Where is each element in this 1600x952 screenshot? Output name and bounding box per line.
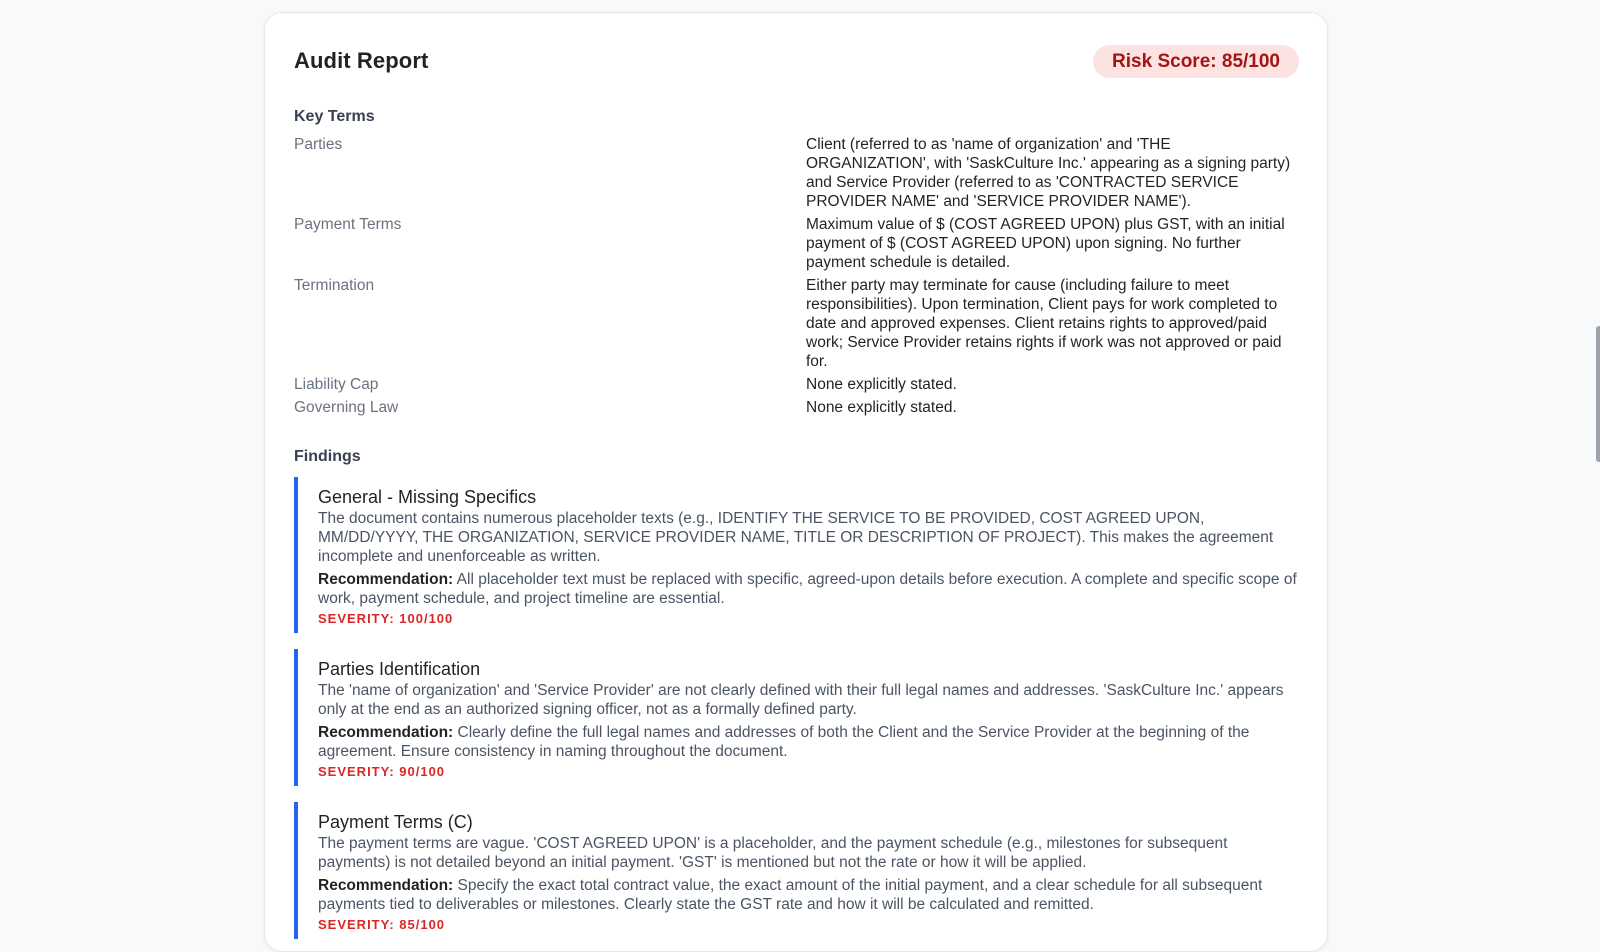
key-term-value: None explicitly stated.: [806, 376, 957, 393]
key-term-label: Parties: [294, 136, 343, 153]
recommendation-text: Clearly define the full legal names and addresses of both the Client and the Service Provider at the beginning of the agreement. Ensure consistency in naming throughout the document.: [318, 724, 1250, 760]
finding-item: [294, 649, 1299, 786]
key-terms-heading: Key Terms: [294, 108, 375, 125]
key-term-value: Either party may terminate for cause (including failure to meet responsibilities). Upon termination, Client pays for work completed to date and approved expenses. Client retains rights to approved/paid work; Service Provider retains rights if work was not approved or paid for.: [806, 277, 1282, 370]
audit-report-card: [264, 12, 1328, 952]
report-title: Audit Report: [294, 48, 429, 73]
recommendation-label: Recommendation:: [318, 877, 454, 894]
finding-item: [294, 477, 1299, 633]
recommendation-label: Recommendation:: [318, 571, 454, 588]
recommendation-text: All placeholder text must be replaced with specific, agreed-upon details before execution. A complete and specific scope of work, payment schedule, and project timeline are essential.: [318, 571, 1297, 607]
finding-recommendation: [318, 876, 1299, 914]
finding-description: The payment terms are vague. 'COST AGREED UPON' is a placeholder, and the payment schedule (e.g., milestones for subsequent payments) is not detailed beyond an initial payment. 'GST' is mentioned but not the rate or how it will be applied.: [318, 835, 1228, 871]
finding-recommendation: [318, 723, 1299, 761]
key-term-row-governing-law: [294, 398, 1299, 417]
severity-label: SEVERITY: 100/100: [318, 611, 454, 626]
key-term-row-payment-terms: [294, 215, 1299, 272]
key-term-value: None explicitly stated.: [806, 399, 957, 416]
finding-item: [294, 802, 1299, 939]
severity-label: SEVERITY: 85/100: [318, 917, 446, 932]
risk-score-badge: Risk Score: 85/100: [1093, 45, 1299, 78]
key-term-label: Termination: [294, 277, 375, 294]
finding-recommendation: [318, 570, 1299, 608]
key-term-value: Maximum value of $ (COST AGREED UPON) plus GST, with an initial payment of $ (COST AGREED UPON) upon signing. No further payment schedule is detailed.: [806, 216, 1285, 271]
findings-list: [294, 477, 1299, 939]
finding-description: The document contains numerous placeholder texts (e.g., IDENTIFY THE SERVICE TO BE PROVIDED, COST AGREED UPON, MM/DD/YYYY, THE ORGANIZATION, SERVICE PROVIDER NAME, TITLE OR DESCRIPTION OF PROJECT). This makes the agreement incomplete and unenforceable as written.: [318, 510, 1274, 565]
key-term-label: Payment Terms: [294, 216, 402, 233]
finding-title: Parties Identification: [318, 659, 481, 679]
key-term-label: Governing Law: [294, 399, 399, 416]
key-term-label: Liability Cap: [294, 376, 379, 393]
severity-label: SEVERITY: 90/100: [318, 764, 446, 779]
recommendation-text: Specify the exact total contract value, the exact amount of the initial payment, and a clear schedule for all subsequent payments tied to deliverables or milestones. Clearly state the GST rate and how it will be calculated and remitted.: [318, 877, 1263, 913]
key-term-row-parties: [294, 135, 1299, 211]
finding-description: The 'name of organization' and 'Service Provider' are not clearly defined with their full legal names and addresses. 'SaskCulture Inc.' appears only at the end as an authorized signing officer, not as a formally defined party.: [318, 682, 1284, 718]
key-term-value: Client (referred to as 'name of organization' and 'THE ORGANIZATION', with 'SaskCulture Inc.' appearing as a signing party) and Service Provider (referred to as 'CONTRACTED SERVICE PROVIDER NAME' and 'SERVICE PROVIDER NAME').: [806, 136, 1291, 210]
scrollbar-thumb[interactable]: [1596, 326, 1600, 462]
key-terms-list: [294, 135, 1299, 417]
key-term-row-liability-cap: [294, 375, 1299, 394]
recommendation-label: Recommendation:: [318, 724, 454, 741]
findings-heading: Findings: [294, 448, 361, 465]
report-header: [294, 43, 1299, 79]
key-term-row-termination: [294, 276, 1299, 371]
finding-title: Payment Terms (C): [318, 812, 473, 832]
finding-title: General - Missing Specifics: [318, 487, 537, 507]
